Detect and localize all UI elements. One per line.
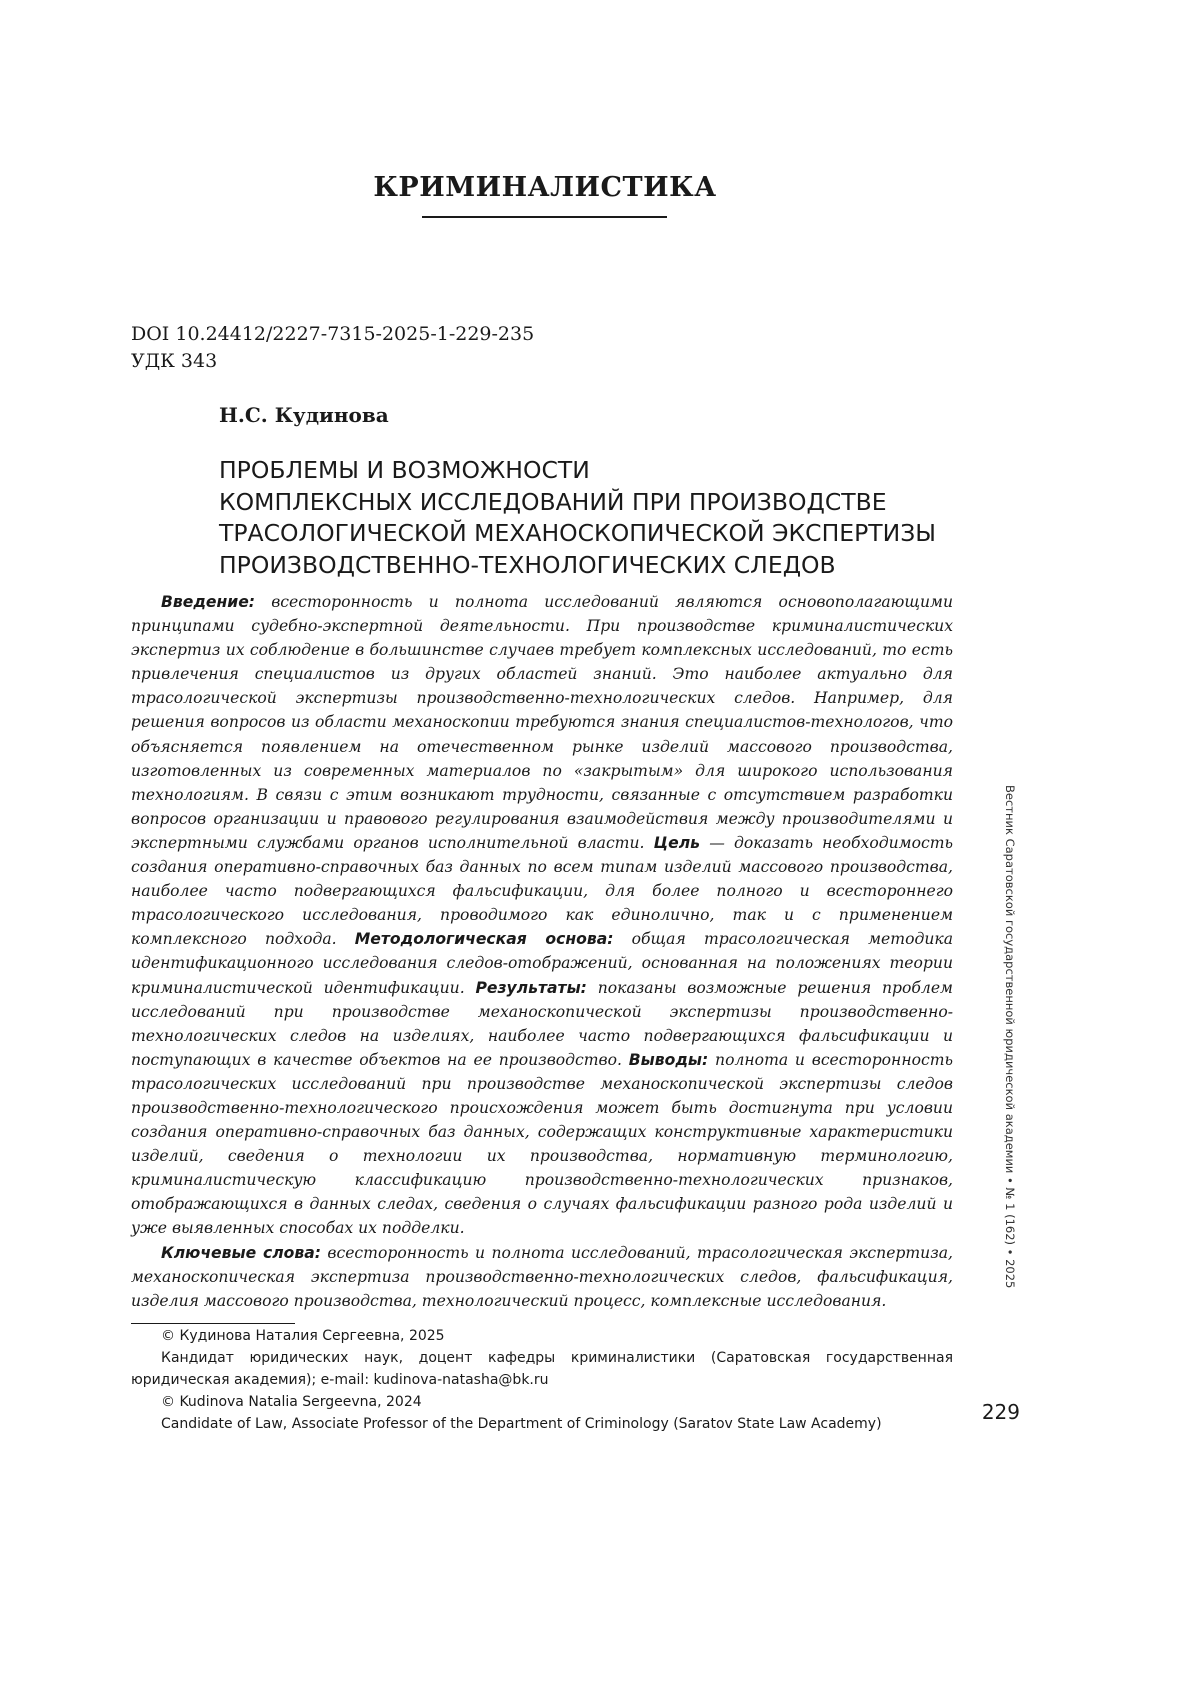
intro-text: всесторонность и полнота исследований являются основополагающими принципами судебно-экспертной деятельности. При производстве криминалистических экспертиз их соблюдение в большинстве случаев требует комплексных исследований, то есть привлечения специалистов из других областей знаний. Это наиболее актуально для трасологической экспертизы производственно-технологических следов. Например, для решения вопросов из области механоскопии требуются знания специалистов-технологов, что объясняется появлением на отечественном рынке изделий массового производства, изготовленных из современных материалов по «закрытым» для широкого использования технологиям. В связи с этим возникают трудности, связанные с отсутствием разработки вопросов организации и правового регулирования взаимодействия между производителями и экспертными службами органов исполнительной власти. xyxy=(131,593,953,852)
method-text: общая трасологическая методика идентификационного исследования следов-отображений, основанная на положениях теории криминалистической идентификации. xyxy=(131,930,953,997)
section-title-underline xyxy=(422,216,667,218)
method-label: Методологическая основа: xyxy=(354,930,614,949)
journal-running-head: Вестник Саратовской государственной юридической академии • № 1 (162) • 2025 xyxy=(1003,785,1017,1289)
keywords-label: Ключевые слова: xyxy=(161,1243,322,1262)
abstract xyxy=(131,590,953,1313)
footnote-en-copyright: © Kudinova Natalia Sergeevna, 2024 xyxy=(161,1394,422,1410)
footnote-separator xyxy=(131,1323,295,1324)
keywords-paragraph xyxy=(131,1241,953,1313)
conclusions-text: полнота и всесторонность трасологических исследований при производстве механоскопической экспертизы следов производственно-технологического происхождения может быть достигнута при условии создания оперативно-справочных баз данных, содержащих конструктивные характеристики изделий, сведения о технологии их производства, нормативную терминологию, криминалистическую классификацию производственно-технологических признаков, отображающихся в данных следах, сведения о случаях фальсификации разного рода изделий и уже выявленных способах их подделки. xyxy=(131,1050,954,1238)
article-title xyxy=(219,455,939,581)
title-line: ПРОИЗВОДСТВЕННО-ТЕХНОЛОГИЧЕСКИХ СЛЕДОВ xyxy=(219,550,836,579)
intro-label: Введение: xyxy=(161,593,256,611)
title-line: КОМПЛЕКСНЫХ ИССЛЕДОВАНИЙ ПРИ ПРОИЗВОДСТВЕ xyxy=(219,487,887,516)
keywords-text: всесторонность и полнота исследований, трасологическая экспертиза, механоскопическая экспертиза производственно-технологических следов, фальсификация, изделия массового производства, технологический процесс, комплексные исследования. xyxy=(131,1243,953,1310)
title-line: ТРАСОЛОГИЧЕСКОЙ МЕХАНОСКОПИЧЕСКОЙ ЭКСПЕРТИЗЫ xyxy=(219,519,937,547)
title-line: ПРОБЛЕМЫ И ВОЗМОЖНОСТИ xyxy=(219,456,590,484)
footnote-ru-copyright: © Кудинова Наталия Сергеевна, 2025 xyxy=(161,1328,445,1344)
author-name: Н.С. Кудинова xyxy=(219,403,389,427)
doi: DOI 10.24412/2227-7315-2025-1-229-235 xyxy=(131,323,535,345)
goal-label: Цель xyxy=(653,833,700,852)
udk-code: УДК 343 xyxy=(131,350,218,372)
conclusions-label: Выводы: xyxy=(628,1050,709,1069)
abstract-paragraph xyxy=(131,590,953,1241)
section-title: КРИМИНАЛИСТИКА xyxy=(373,172,717,203)
goal-text: — доказать необходимость создания оперативно-справочных баз данных по всем типам изделий массового производства, наиболее часто подвергающихся фальсификации, для более полного и всестороннего трасологического исследования, проводимого как единолично, так и с применением комплексного подхода. xyxy=(131,833,953,949)
page-number: 229 xyxy=(981,1400,1020,1424)
footnote-ru-affiliation: Кандидат юридических наук, доцент кафедры криминалистики (Саратовская государственная юридическая академия); e-mail: kudinova-natasha@bk.ru xyxy=(131,1350,953,1388)
results-text: показаны возможные решения проблем исследований при производстве механоскопической экспертизы производственно-технологических следов на изделиях, наиболее часто подвергающихся фальсификации и поступающих в качестве объектов на ее производство. xyxy=(131,978,953,1069)
footnotes xyxy=(131,1325,953,1435)
footnote-en-affiliation: Candidate of Law, Associate Professor of the Department of Criminology (Saratov State Law Academy) xyxy=(161,1416,882,1432)
results-label: Результаты: xyxy=(475,978,587,997)
